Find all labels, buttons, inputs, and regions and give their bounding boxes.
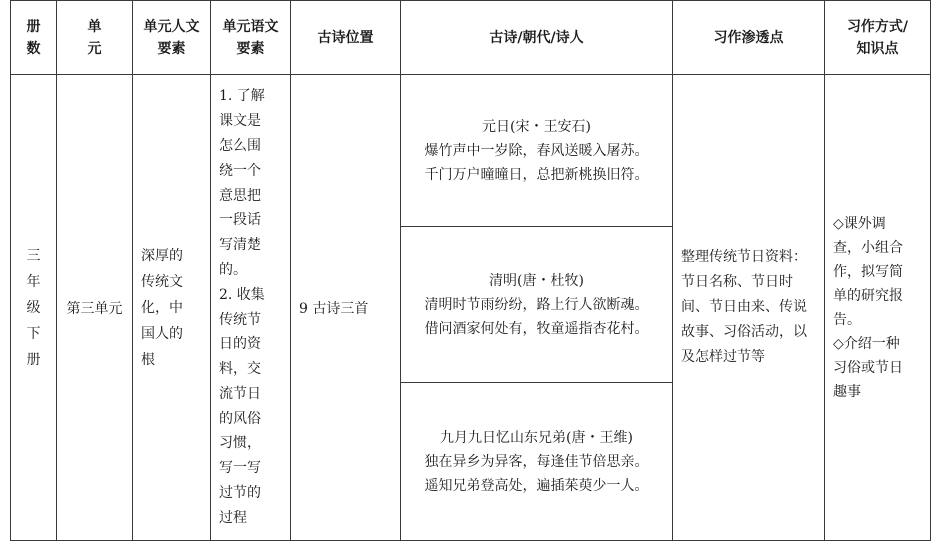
- curriculum-table: [10, 0, 931, 541]
- language-line: 绕一个: [219, 162, 261, 179]
- writing-point-line: 节日名称、节日时: [681, 274, 793, 290]
- header-humanities-line-2: 要素: [157, 40, 186, 57]
- writing-method-line: 查，小组合: [833, 239, 903, 256]
- poem-line: 千门万户曈曈日，总把新桃换旧符。: [424, 166, 649, 183]
- poem-line: 清明时节雨纷纷，路上行人欲断魂。: [424, 296, 649, 313]
- header-language-line-1: 单元语文: [222, 18, 279, 35]
- humanities-line: 国人的: [141, 325, 183, 342]
- header-writing-method-line-1: 习作方式/: [846, 18, 909, 35]
- language-line: 写一写: [219, 460, 261, 477]
- language-line: 传统节: [219, 311, 261, 328]
- language-line: 2. 收集: [219, 286, 265, 303]
- unit-cell: 第三单元: [57, 75, 133, 541]
- language-line: 写清楚: [219, 237, 261, 254]
- writing-method-line: ◇介绍一种: [833, 335, 900, 352]
- writing-point-cell: [673, 75, 825, 541]
- language-line: 意思把: [219, 187, 261, 204]
- language-line: 1. 了解: [219, 88, 265, 105]
- poem-line: 遥知兄弟登高处，遍插茱萸少一人。: [424, 477, 649, 494]
- poem-line: 爆竹声中一岁除，春风送暖入屠苏。: [424, 142, 649, 159]
- humanities-cell: [133, 75, 211, 541]
- poem-position-cell: 9 古诗三首: [291, 75, 401, 541]
- poem-title: 清明(唐・杜牧): [489, 272, 584, 289]
- header-writing-method-line-2: 知识点: [856, 40, 899, 57]
- header-unit: [57, 1, 133, 75]
- writing-method-line: 单的研究报: [833, 287, 903, 304]
- header-volume-line-2: 数: [26, 40, 41, 57]
- curriculum-table-container: [10, 0, 931, 541]
- writing-method-line: 作，拟写简: [833, 263, 903, 280]
- language-line: 过节的: [219, 485, 261, 502]
- language-line: 习惯，: [219, 435, 261, 452]
- poem-cell-qingming: [401, 227, 673, 383]
- table-row: [11, 75, 931, 227]
- header-row: [11, 1, 931, 75]
- volume-char: 下: [26, 325, 41, 342]
- header-humanities-line-1: 单元人文: [143, 18, 200, 35]
- header-writing-point: 习作渗透点: [673, 1, 825, 75]
- header-humanities: [133, 1, 211, 75]
- poem-cell-yuanri: [401, 75, 673, 227]
- header-language: [211, 1, 291, 75]
- humanities-line: 化，中: [141, 299, 183, 316]
- header-unit-line-1: 单: [87, 18, 102, 35]
- volume-char: 年: [26, 273, 41, 290]
- language-line: 的风俗: [219, 410, 261, 427]
- poem-line: 借问酒家何处有，牧童遥指杏花村。: [424, 320, 649, 337]
- volume-char: 三: [26, 247, 41, 264]
- header-volume: [11, 1, 57, 75]
- writing-method-line: ◇课外调: [833, 215, 886, 232]
- humanities-line: 传统文: [141, 273, 183, 290]
- volume-cell: [11, 75, 57, 541]
- language-cell: [211, 75, 291, 541]
- language-line: 日的资: [219, 336, 261, 353]
- header-poem-dynasty-poet: 古诗/朝代/诗人: [401, 1, 673, 75]
- writing-method-line: 趣事: [833, 383, 861, 400]
- language-line: 一段话: [219, 212, 261, 229]
- humanities-line: 根: [141, 351, 155, 368]
- header-unit-line-2: 元: [87, 40, 102, 57]
- volume-char: 册: [26, 351, 41, 368]
- language-line: 课文是: [219, 113, 261, 130]
- header-poem-position: 古诗位置: [291, 1, 401, 75]
- poem-title: 九月九日忆山东兄弟(唐・王维): [440, 429, 633, 446]
- writing-method-cell: [825, 75, 931, 541]
- language-line: 过程: [219, 509, 247, 526]
- writing-point-line: 间、节日由来、传说: [681, 299, 807, 315]
- writing-point-line: 故事、习俗活动，以: [681, 324, 807, 340]
- header-language-line-2: 要素: [236, 40, 265, 57]
- writing-method-line: 告。: [833, 311, 861, 328]
- header-writing-method: [825, 1, 931, 75]
- humanities-line: 深厚的: [141, 247, 183, 264]
- writing-point-line: 整理传统节日资料：: [681, 249, 807, 265]
- poem-cell-jiuyue: [401, 383, 673, 541]
- language-line: 流节日: [219, 385, 261, 402]
- language-line: 怎么围: [219, 137, 261, 154]
- writing-method-line: 习俗或节日: [833, 359, 903, 376]
- language-line: 料，交: [219, 361, 261, 378]
- volume-char: 级: [26, 299, 41, 316]
- header-volume-line-1: 册: [26, 18, 41, 35]
- language-line: 的。: [219, 261, 247, 278]
- writing-point-line: 及怎样过节等: [681, 349, 765, 365]
- poem-title: 元日(宋・王安石): [482, 118, 591, 135]
- poem-line: 独在异乡为异客，每逢佳节倍思亲。: [424, 453, 649, 470]
